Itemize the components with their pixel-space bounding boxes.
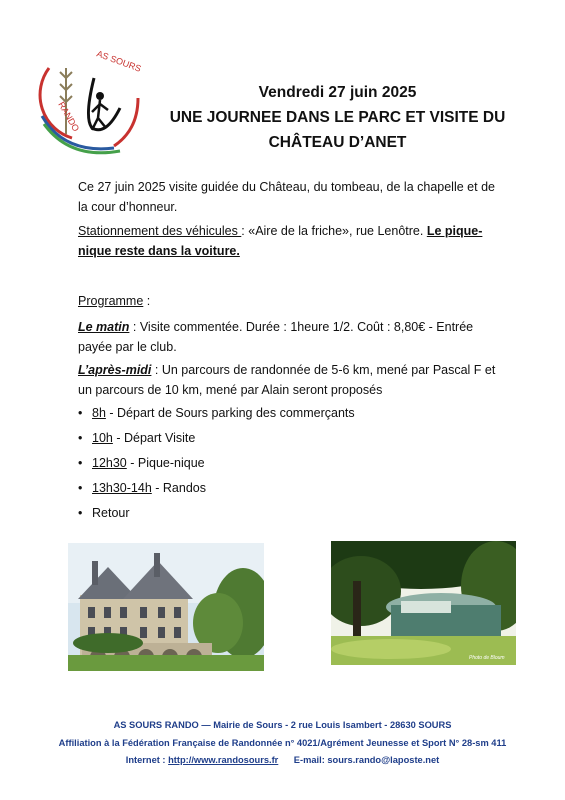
programme-title: Programme : [78, 294, 151, 308]
schedule-list [78, 406, 355, 531]
document-header [165, 80, 510, 155]
footer-contact: Internet : http://www.randosours.fr E-mail: sours.rando@laposte.net [125, 755, 440, 765]
list-item: • Retour [78, 506, 355, 531]
header-title: UNE JOURNEE DANS LE PARC ET VISITE DU [169, 109, 506, 126]
website-link[interactable]: http://www.randosours.fr [168, 755, 279, 765]
parking-label: Stationnement des véhicules [78, 224, 242, 238]
afternoon-label: L’après-midi [78, 363, 152, 377]
footer-address: AS SOURS RANDO — Mairie de Sours - 2 rue Louis Isambert - 28630 SOURS [113, 720, 452, 730]
photo-caption: Photo de Bloum [469, 655, 505, 661]
list-item: • 13h30-14h - Randos [78, 481, 355, 506]
chateau-photo [68, 543, 264, 671]
list-item: • 8h - Départ de Sours parking des commerçants [78, 406, 355, 431]
list-item: • 12h30 - Pique-nique [78, 456, 355, 481]
logo-bottom-text: RANDO [56, 100, 82, 134]
parking-paragraph: Stationnement des véhicules : «Aire de la friche», rue Lenôtre. Le pique- nique reste dans la voiture. [78, 224, 483, 258]
email-address[interactable]: sours.rando@laposte.net [327, 755, 440, 765]
footer-affiliation: Affiliation à la Fédération Française de Randonnée n° 4021/Agrément Jeunesse et Sport N° 28-sm 411 [58, 738, 507, 748]
list-item: • 10h - Départ Visite [78, 431, 355, 456]
park-photo [331, 541, 516, 665]
as-sours-rando-logo [34, 38, 144, 156]
morning-label: Le matin [78, 320, 130, 334]
logo-top-text: AS SOURS [95, 48, 143, 74]
header-subtitle: CHÂTEAU D’ANET [268, 134, 407, 151]
intro-paragraph: Ce 27 juin 2025 visite guidée du Château, du tombeau, de la chapelle et de la cour d’honneur. [78, 180, 495, 214]
morning-paragraph: Le matin : Visite commentée. Durée : 1heure 1/2. Coût : 8,80€ - Entrée payée par le club. [78, 320, 474, 354]
afternoon-paragraph: L’après-midi : Un parcours de randonnée de 5-6 km, mené par Pascal F et un parcours de 10 km, mené par Alain seront proposés [78, 363, 496, 397]
header-date: Vendredi 27 juin 2025 [258, 84, 417, 101]
